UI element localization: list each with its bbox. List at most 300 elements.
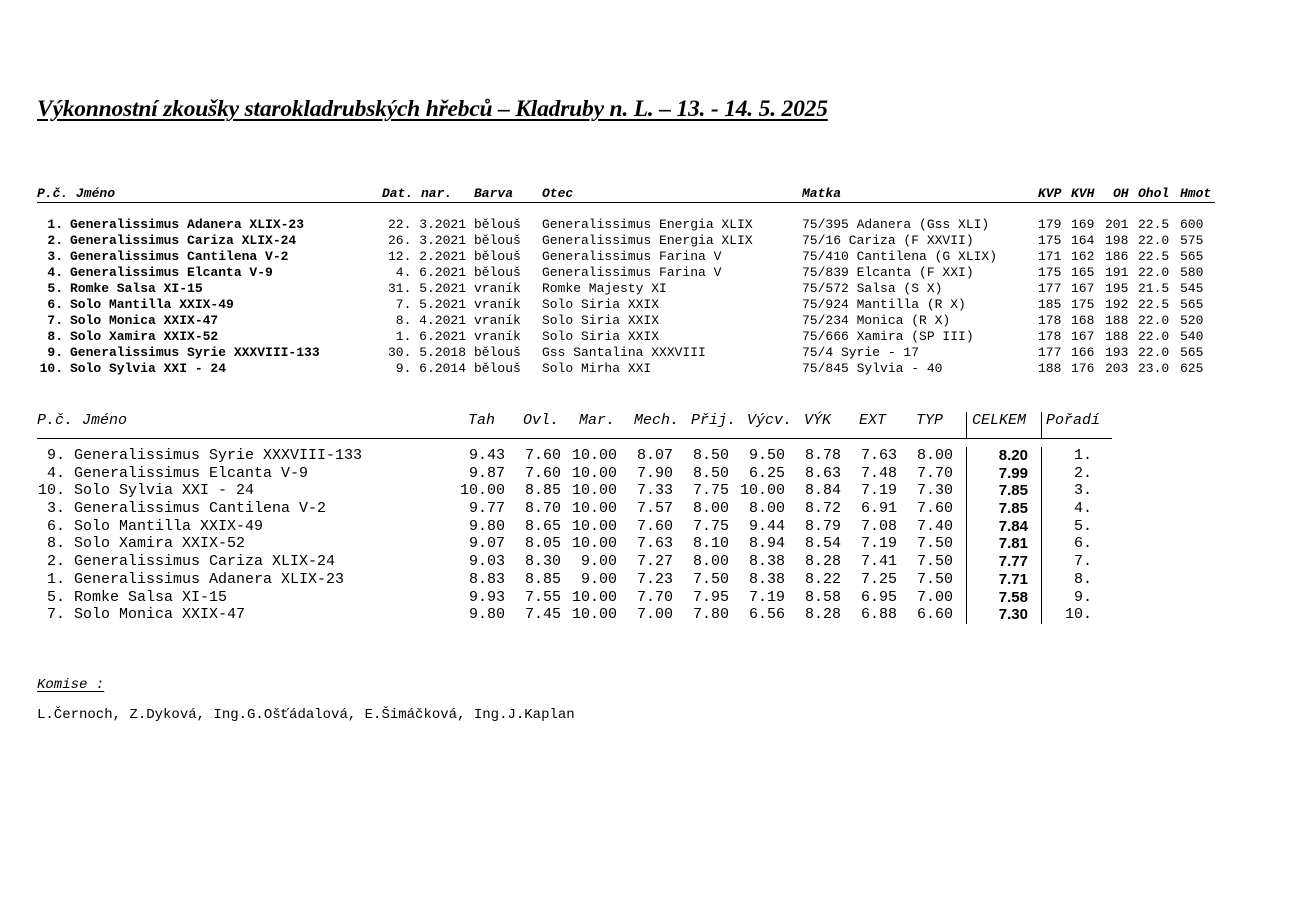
horse-row [37,249,1215,265]
result-horse-name: Generalissimus Adanera XLIX-23 [74,570,345,588]
vycv-score: 6.25 [748,464,785,482]
hmot-value: 565 [1180,345,1204,360]
divider-celkem [966,447,967,465]
hmot-value: 520 [1180,313,1204,328]
commission-label: Komise : [37,677,105,693]
prij-score: 7.80 [692,606,729,624]
hmot-value: 545 [1180,281,1204,296]
horse-row [37,265,1215,281]
kvp-value: 185 [1038,297,1062,312]
kvp-value: 171 [1038,249,1062,264]
result-row [37,447,1112,465]
result-row [37,500,1112,518]
oh-value: 203 [1105,361,1129,376]
horses-table [37,186,1215,377]
res-header-vycv: Výcv. [747,412,793,429]
total-score: 8.20 [998,447,1028,464]
result-horse-name: Solo Mantilla XXIX-49 [74,517,264,535]
mech-score: 7.23 [636,570,673,588]
result-row [37,465,1112,483]
vycv-score: 9.44 [748,517,785,535]
row-number: 3. [47,249,63,264]
res-header-typ: TYP [916,412,944,429]
mar-score: 10.00 [571,482,617,500]
result-row [37,589,1112,607]
divider-celkem [966,465,967,483]
res-header-celkem: CELKEM [972,412,1027,429]
result-horse-name: Generalissimus Elcanta V-9 [74,464,309,482]
prij-score: 8.50 [692,464,729,482]
res-header-pc-jmeno: P.č. Jméno [37,412,128,429]
mech-score: 8.07 [636,447,673,464]
rank-value: 2. [1073,464,1092,482]
row-number: 8. [47,329,63,344]
divider-celkem [966,535,967,553]
father-name: Solo Siria XXIX [542,329,660,344]
horse-name: Solo Sylvia XXI - 24 [70,361,227,376]
horse-row [37,361,1215,377]
mother-name: 75/395 Adanera (Gss XLI) [802,217,990,232]
ext-score: 7.63 [860,447,897,464]
commission-members: L.Černoch, Z.Dyková, Ing.G.Ošťádalová, E.Šimáčková, Ing.J.Kaplan [37,707,575,723]
divider-poradi [1041,500,1042,518]
res-header-poradi: Pořadí [1046,412,1101,429]
rank-value: 7. [1073,553,1092,571]
result-row-number: 10. [37,482,65,500]
hmot-value: 565 [1180,297,1204,312]
mother-name: 75/924 Mantilla (R X) [802,297,966,312]
prij-score: 8.10 [692,535,729,553]
prij-score: 7.50 [692,570,729,588]
typ-score: 7.50 [916,553,953,571]
res-header-mar: Mar. [579,412,616,429]
vycv-score: 8.94 [748,535,785,553]
divider-celkem [966,553,967,571]
ovl-score: 8.70 [524,500,561,518]
horses-table-header [37,186,1215,203]
mech-score: 7.57 [636,500,673,518]
total-score: 7.99 [998,464,1028,482]
father-name: Generalissimus Energia XLIX [542,233,753,248]
ext-score: 7.41 [860,553,897,571]
horse-name: Generalissimus Cantilena V-2 [70,249,289,264]
row-number: 5. [47,281,63,296]
kvh-value: 162 [1071,249,1095,264]
divider-poradi [1041,606,1042,624]
total-score: 7.84 [998,517,1028,535]
kvp-value: 177 [1038,281,1062,296]
mar-score: 10.00 [571,606,617,624]
typ-score: 7.60 [916,500,953,518]
result-row-number: 2. [46,553,65,571]
divider-poradi [1041,553,1042,571]
kvh-value: 166 [1071,345,1095,360]
rank-value: 4. [1073,500,1092,518]
oh-value: 193 [1105,345,1129,360]
coat-color: bělouš [474,361,521,376]
row-number: 2. [47,233,63,248]
vyk-score: 8.72 [804,500,841,518]
rank-value: 5. [1073,517,1092,535]
result-horse-name: Solo Xamira XXIX-52 [74,535,246,553]
result-row-number: 3. [46,500,65,518]
horse-row [37,217,1215,233]
total-score: 7.30 [998,606,1028,624]
coat-color: vraník [474,313,521,328]
horse-name: Solo Mantilla XXIX-49 [70,297,234,312]
header-dat-nar: Dat. nar. [382,186,453,201]
vycv-score: 8.00 [748,500,785,518]
kvp-value: 175 [1038,233,1062,248]
ohol-value: 21.5 [1138,281,1170,296]
horse-row [37,281,1215,297]
tah-score: 9.80 [468,606,505,624]
header-ohol: Ohol [1138,186,1170,201]
rank-value: 3. [1073,482,1092,500]
kvp-value: 177 [1038,345,1062,360]
ohol-value: 22.0 [1138,233,1170,248]
birth-date: 30. 5.2018 [387,345,466,360]
prij-score: 8.00 [692,500,729,518]
ext-score: 7.08 [860,517,897,535]
oh-value: 198 [1105,233,1129,248]
vyk-score: 8.78 [804,447,841,464]
kvp-value: 179 [1038,217,1062,232]
horse-row [37,329,1215,345]
row-number: 1. [47,217,63,232]
hmot-value: 575 [1180,233,1204,248]
res-header-prij: Přij. [691,412,737,429]
vyk-score: 8.28 [804,606,841,624]
coat-color: bělouš [474,265,521,280]
horse-row [37,313,1215,329]
typ-score: 8.00 [916,447,953,464]
birth-date: 26. 3.2021 [387,233,466,248]
vyk-score: 8.22 [804,570,841,588]
prij-score: 7.75 [692,482,729,500]
birth-date: 8. 4.2021 [395,313,466,328]
header-matka: Matka [802,186,842,201]
mother-name: 75/845 Sylvia - 40 [802,361,943,376]
vycv-score: 9.50 [748,447,785,464]
coat-color: bělouš [474,233,521,248]
vycv-score: 8.38 [748,553,785,571]
mech-score: 7.60 [636,517,673,535]
rank-value: 8. [1073,570,1092,588]
kvp-value: 188 [1038,361,1062,376]
typ-score: 7.00 [916,588,953,606]
rank-value: 9. [1073,588,1092,606]
mech-score: 7.70 [636,588,673,606]
father-name: Solo Mirha XXI [542,361,652,376]
horse-name: Generalissimus Elcanta V-9 [70,265,273,280]
vycv-score: 8.38 [748,570,785,588]
coat-color: vraník [474,297,521,312]
tah-score: 9.43 [468,447,505,464]
hmot-value: 600 [1180,217,1204,232]
results-table-body [37,447,1112,624]
vyk-score: 8.84 [804,482,841,500]
result-row-number: 7. [46,606,65,624]
results-table-header [37,412,1112,439]
total-score: 7.85 [998,500,1028,518]
ovl-score: 8.30 [524,553,561,571]
mother-name: 75/234 Monica (R X) [802,313,951,328]
result-row-number: 9. [46,447,65,464]
oh-value: 195 [1105,281,1129,296]
mech-score: 7.27 [636,553,673,571]
ext-score: 6.95 [860,588,897,606]
divider-celkem [966,571,967,589]
tah-score: 9.87 [468,464,505,482]
tah-score: 9.93 [468,588,505,606]
tah-score: 8.83 [468,570,505,588]
header-hmot: Hmot [1180,186,1212,201]
results-table [37,412,1112,624]
rank-value: 1. [1073,447,1092,464]
header-pc-jmeno: P.č. Jméno [37,186,116,201]
result-horse-name: Generalissimus Cariza XLIX-24 [74,553,336,571]
horse-name: Solo Xamira XXIX-52 [70,329,219,344]
father-name: Generalissimus Energia XLIX [542,217,753,232]
mother-name: 75/666 Xamira (SP III) [802,329,974,344]
divider-celkem [966,589,967,607]
total-score: 7.58 [998,588,1028,606]
kvh-value: 168 [1071,313,1095,328]
row-number: 9. [47,345,63,360]
vyk-score: 8.54 [804,535,841,553]
kvh-value: 176 [1071,361,1095,376]
horse-row [37,297,1215,313]
ovl-score: 7.60 [524,447,561,464]
tah-score: 10.00 [459,482,505,500]
kvp-value: 175 [1038,265,1062,280]
mar-score: 10.00 [571,500,617,518]
oh-value: 188 [1105,329,1129,344]
kvh-value: 167 [1071,329,1095,344]
typ-score: 7.50 [916,570,953,588]
res-header-ovl: Ovl. [523,412,560,429]
vycv-score: 10.00 [739,482,785,500]
ovl-score: 8.85 [524,482,561,500]
row-number: 6. [47,297,63,312]
coat-color: vraník [474,329,521,344]
father-name: Gss Santalina XXXVIII [542,345,706,360]
header-oh: OH [1113,186,1129,201]
rank-value: 6. [1073,535,1092,553]
row-number: 10. [39,361,63,376]
ext-score: 7.25 [860,570,897,588]
ext-score: 7.19 [860,482,897,500]
oh-value: 192 [1105,297,1129,312]
result-horse-name: Solo Monica XXIX-47 [74,606,246,624]
birth-date: 31. 5.2021 [387,281,466,296]
mech-score: 7.63 [636,535,673,553]
mar-score: 9.00 [580,553,617,571]
header-kvp: KVP [1038,186,1062,201]
mech-score: 7.90 [636,464,673,482]
vyk-score: 8.58 [804,588,841,606]
ohol-value: 22.0 [1138,313,1170,328]
mech-score: 7.33 [636,482,673,500]
hmot-value: 625 [1180,361,1204,376]
oh-value: 191 [1105,265,1129,280]
prij-score: 8.50 [692,447,729,464]
result-row [37,518,1112,536]
birth-date: 12. 2.2021 [387,249,466,264]
result-row-number: 1. [46,570,65,588]
father-name: Solo Siria XXIX [542,297,660,312]
birth-date: 22. 3.2021 [387,217,466,232]
hmot-value: 565 [1180,249,1204,264]
birth-date: 7. 5.2021 [395,297,466,312]
result-horse-name: Romke Salsa XI-15 [74,588,228,606]
mar-score: 10.00 [571,447,617,464]
kvh-value: 169 [1071,217,1095,232]
divider-celkem [966,500,967,518]
header-divider-celkem [966,412,967,439]
horse-name: Romke Salsa XI-15 [70,281,203,296]
tah-score: 9.07 [468,535,505,553]
result-row [37,571,1112,589]
kvh-value: 175 [1071,297,1095,312]
header-otec: Otec [542,186,574,201]
coat-color: bělouš [474,217,521,232]
res-header-mech: Mech. [634,412,680,429]
birth-date: 9. 6.2014 [395,361,466,376]
kvh-value: 164 [1071,233,1095,248]
mother-name: 75/572 Salsa (S X) [802,281,943,296]
result-horse-name: Generalissimus Syrie XXXVIII-133 [74,447,363,464]
res-header-ext: EXT [859,412,887,429]
horse-name: Solo Monica XXIX-47 [70,313,219,328]
mother-name: 75/16 Cariza (F XXVII) [802,233,974,248]
mar-score: 10.00 [571,535,617,553]
divider-celkem [966,482,967,500]
ovl-score: 8.05 [524,535,561,553]
ohol-value: 22.0 [1138,265,1170,280]
header-kvh: KVH [1071,186,1095,201]
horses-table-body [37,217,1215,377]
ohol-value: 22.5 [1138,249,1170,264]
ohol-value: 22.5 [1138,297,1170,312]
vycv-score: 6.56 [748,606,785,624]
header-divider-poradi [1041,412,1042,439]
ext-score: 7.19 [860,535,897,553]
coat-color: vraník [474,281,521,296]
result-row [37,535,1112,553]
mar-score: 10.00 [571,517,617,535]
result-row-number: 4. [46,464,65,482]
horse-name: Generalissimus Cariza XLIX-24 [70,233,297,248]
result-row [37,606,1112,624]
res-header-vyk: VÝK [804,412,832,429]
total-score: 7.85 [998,482,1028,500]
oh-value: 201 [1105,217,1129,232]
vyk-score: 8.63 [804,464,841,482]
kvh-value: 165 [1071,265,1095,280]
tah-score: 9.80 [468,517,505,535]
divider-poradi [1041,535,1042,553]
total-score: 7.71 [998,570,1028,588]
ohol-value: 22.0 [1138,329,1170,344]
mar-score: 9.00 [580,570,617,588]
ohol-value: 22.5 [1138,217,1170,232]
result-row-number: 8. [46,535,65,553]
ohol-value: 23.0 [1138,361,1170,376]
divider-poradi [1041,518,1042,536]
ovl-score: 7.45 [524,606,561,624]
divider-poradi [1041,482,1042,500]
total-score: 7.81 [998,535,1028,553]
header-barva: Barva [474,186,514,201]
ovl-score: 7.60 [524,464,561,482]
mar-score: 10.00 [571,464,617,482]
father-name: Solo Siria XXIX [542,313,660,328]
kvp-value: 178 [1038,329,1062,344]
kvp-value: 178 [1038,313,1062,328]
prij-score: 7.75 [692,517,729,535]
divider-celkem [966,518,967,536]
father-name: Generalissimus Farina V [542,249,722,264]
result-horse-name: Generalissimus Cantilena V-2 [74,500,327,518]
oh-value: 188 [1105,313,1129,328]
kvh-value: 167 [1071,281,1095,296]
ovl-score: 8.85 [524,570,561,588]
row-number: 4. [47,265,63,280]
page-title: Výkonnostní zkoušky starokladrubských hřebců – Kladruby n. L. – 13. - 14. 5. 2025 [37,96,828,122]
typ-score: 6.60 [916,606,953,624]
horse-row [37,233,1215,249]
total-score: 7.77 [998,553,1028,571]
divider-poradi [1041,571,1042,589]
tah-score: 9.77 [468,500,505,518]
ext-score: 6.88 [860,606,897,624]
result-row-number: 5. [46,588,65,606]
divider-poradi [1041,589,1042,607]
typ-score: 7.40 [916,517,953,535]
birth-date: 1. 6.2021 [395,329,466,344]
result-row-number: 6. [46,517,65,535]
result-row [37,482,1112,500]
mother-name: 75/410 Cantilena (G XLIX) [802,249,998,264]
father-name: Generalissimus Farina V [542,265,722,280]
prij-score: 8.00 [692,553,729,571]
ext-score: 7.48 [860,464,897,482]
coat-color: bělouš [474,345,521,360]
prij-score: 7.95 [692,588,729,606]
ovl-score: 8.65 [524,517,561,535]
typ-score: 7.70 [916,464,953,482]
hmot-value: 580 [1180,265,1204,280]
rank-value: 10. [1064,606,1092,624]
ext-score: 6.91 [860,500,897,518]
vycv-score: 7.19 [748,588,785,606]
father-name: Romke Majesty XI [542,281,667,296]
coat-color: bělouš [474,249,521,264]
res-header-tah: Tah [468,412,496,429]
typ-score: 7.30 [916,482,953,500]
vyk-score: 8.28 [804,553,841,571]
mother-name: 75/839 Elcanta (F XXI) [802,265,974,280]
divider-celkem [966,606,967,624]
horse-name: Generalissimus Syrie XXXVIII-133 [70,345,320,360]
horse-name: Generalissimus Adanera XLIX-23 [70,217,305,232]
typ-score: 7.50 [916,535,953,553]
hmot-value: 540 [1180,329,1204,344]
divider-poradi [1041,465,1042,483]
mother-name: 75/4 Syrie - 17 [802,345,920,360]
